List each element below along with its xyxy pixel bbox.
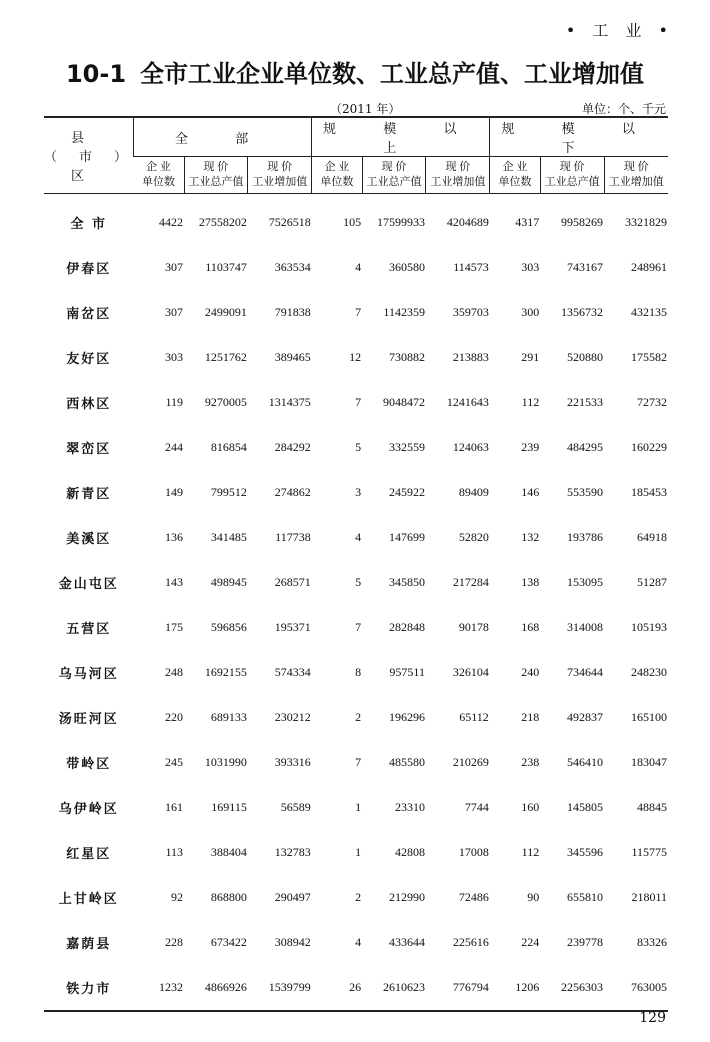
region-name: 汤旺河区 bbox=[58, 712, 119, 727]
table-cell: 146 bbox=[521, 485, 540, 499]
table-cell: 239 bbox=[521, 440, 540, 454]
table-cell: 1 bbox=[355, 800, 362, 814]
table-cell: 673422 bbox=[210, 935, 247, 949]
table-cell: 56589 bbox=[280, 800, 311, 814]
table-cell: 433644 bbox=[388, 935, 425, 949]
column-header-value-added: 现 价 工业增加值 bbox=[426, 157, 490, 194]
table-cell: 2499091 bbox=[204, 305, 247, 319]
table-cell: 210269 bbox=[452, 755, 489, 769]
table-cell: 245922 bbox=[388, 485, 425, 499]
table-row bbox=[44, 194, 668, 246]
table-row bbox=[44, 290, 668, 335]
table-title: 全市工业企业单位数、工业总产值、工业增加值 bbox=[140, 60, 645, 88]
table-cell: 175582 bbox=[631, 350, 667, 364]
table-cell: 143 bbox=[165, 575, 183, 589]
table-cell: 341485 bbox=[210, 530, 247, 544]
table-cell: 160 bbox=[521, 800, 540, 814]
table-cell: 212990 bbox=[388, 890, 425, 904]
table-cell: 1142359 bbox=[383, 305, 425, 319]
statistics-table bbox=[44, 116, 668, 1012]
table-cell: 743167 bbox=[567, 260, 604, 274]
table-cell: 389465 bbox=[274, 350, 311, 364]
region-name: 友好区 bbox=[66, 352, 112, 367]
table-cell: 124063 bbox=[452, 440, 489, 454]
table-cell: 52820 bbox=[458, 530, 489, 544]
table-cell: 2610623 bbox=[362, 965, 426, 1011]
table-cell: 492837 bbox=[567, 710, 604, 724]
table-row bbox=[44, 650, 668, 695]
table-cell: 117738 bbox=[275, 530, 311, 544]
table-body bbox=[44, 194, 668, 1012]
table-cell: 217284 bbox=[452, 575, 489, 589]
page-title bbox=[0, 54, 710, 89]
table-cell: 734644 bbox=[567, 665, 604, 679]
table-number: 10-1 bbox=[65, 60, 127, 88]
table-cell: 239778 bbox=[567, 935, 604, 949]
table-cell: 132783 bbox=[274, 845, 311, 859]
table-cell: 175 bbox=[165, 620, 183, 634]
column-header-output: 现 价 工业总产值 bbox=[362, 157, 426, 194]
table-cell: 160229 bbox=[631, 440, 667, 454]
table-cell: 248 bbox=[165, 665, 183, 679]
table-cell: 326104 bbox=[452, 665, 489, 679]
group-header-above-scale: 规 模 以 上 bbox=[312, 117, 490, 157]
table-cell: 730882 bbox=[388, 350, 425, 364]
region-name: 翠峦区 bbox=[66, 442, 112, 457]
table-cell: 553590 bbox=[567, 485, 604, 499]
table-cell: 763005 bbox=[604, 965, 668, 1011]
table-cell: 957511 bbox=[389, 665, 425, 679]
table-cell: 12 bbox=[349, 350, 362, 364]
table-cell: 114573 bbox=[453, 260, 489, 274]
region-name: 全 市 bbox=[70, 217, 108, 232]
table-row bbox=[44, 605, 668, 650]
table-cell: 307 bbox=[165, 260, 183, 274]
table-cell: 498945 bbox=[210, 575, 247, 589]
table-row bbox=[44, 695, 668, 740]
region-name: 伊春区 bbox=[66, 262, 112, 277]
table-cell: 27558202 bbox=[198, 215, 247, 229]
region-name: 南岔区 bbox=[66, 307, 112, 322]
table-cell: 776794 bbox=[426, 965, 490, 1011]
table-cell: 303 bbox=[165, 350, 183, 364]
table-cell: 268571 bbox=[274, 575, 311, 589]
table-cell: 245 bbox=[165, 755, 183, 769]
table-cell: 7 bbox=[355, 305, 362, 319]
section-tag: • 工 业 • bbox=[565, 21, 674, 40]
region-name: 五营区 bbox=[66, 622, 112, 637]
table-cell: 119 bbox=[165, 395, 183, 409]
region-name: 西林区 bbox=[66, 397, 112, 412]
table-cell: 218 bbox=[521, 710, 540, 724]
table-cell: 238 bbox=[521, 755, 540, 769]
table-cell: 9270005 bbox=[204, 395, 247, 409]
table-row bbox=[44, 830, 668, 875]
table-cell: 4 bbox=[355, 935, 362, 949]
table-cell: 9048472 bbox=[382, 395, 425, 409]
table-cell: 112 bbox=[521, 395, 540, 409]
table-cell: 147699 bbox=[388, 530, 425, 544]
table-cell: 1 bbox=[355, 845, 362, 859]
table-cell: 303 bbox=[521, 260, 540, 274]
column-header-units: 企 业 单位数 bbox=[490, 157, 540, 194]
table-cell: 228 bbox=[165, 935, 183, 949]
table-cell: 240 bbox=[521, 665, 540, 679]
table-cell: 23310 bbox=[394, 800, 425, 814]
table-cell: 7 bbox=[355, 395, 362, 409]
group-header-below-scale: 规 模 以 下 bbox=[490, 117, 668, 157]
table-cell: 4317 bbox=[515, 215, 540, 229]
table-cell: 799512 bbox=[210, 485, 247, 499]
table-cell: 360580 bbox=[388, 260, 425, 274]
table-cell: 1251762 bbox=[204, 350, 247, 364]
table-cell: 345596 bbox=[567, 845, 604, 859]
table-cell: 26 bbox=[312, 965, 362, 1011]
unit-label: 单位：个、千元 bbox=[581, 102, 666, 116]
table-cell: 65112 bbox=[459, 710, 489, 724]
table-cell: 149 bbox=[165, 485, 183, 499]
table-row bbox=[44, 560, 668, 605]
table-cell: 221533 bbox=[567, 395, 604, 409]
table-cell: 4422 bbox=[159, 215, 183, 229]
table-cell: 1103747 bbox=[205, 260, 247, 274]
table-cell: 307 bbox=[165, 305, 183, 319]
table-cell: 314008 bbox=[567, 620, 604, 634]
table-cell: 17599933 bbox=[376, 215, 425, 229]
column-header-units: 企 业 单位数 bbox=[134, 157, 184, 194]
table-cell: 484295 bbox=[567, 440, 604, 454]
table-cell: 224 bbox=[521, 935, 540, 949]
table-cell: 90178 bbox=[458, 620, 489, 634]
table-cell: 7 bbox=[355, 755, 362, 769]
table-cell: 113 bbox=[165, 845, 183, 859]
table-cell: 138 bbox=[521, 575, 540, 589]
table-cell: 332559 bbox=[388, 440, 425, 454]
table-row bbox=[44, 740, 668, 785]
table-cell: 17008 bbox=[458, 845, 489, 859]
table-cell: 388404 bbox=[210, 845, 247, 859]
region-name: 金山屯区 bbox=[58, 577, 119, 592]
column-header-value-added: 现 价 工业增加值 bbox=[248, 157, 312, 194]
table-cell: 220 bbox=[165, 710, 183, 724]
table-cell: 596856 bbox=[210, 620, 247, 634]
table-cell: 393316 bbox=[274, 755, 311, 769]
table-cell: 1314375 bbox=[268, 395, 311, 409]
table-cell: 8 bbox=[355, 665, 362, 679]
table-cell: 132 bbox=[521, 530, 540, 544]
table-cell: 7744 bbox=[464, 800, 489, 814]
table-cell: 363534 bbox=[274, 260, 311, 274]
region-name: 铁力市 bbox=[44, 965, 134, 1011]
table-cell: 284292 bbox=[274, 440, 311, 454]
table-cell: 282848 bbox=[388, 620, 425, 634]
table-cell: 485580 bbox=[388, 755, 425, 769]
table-cell: 9958269 bbox=[561, 215, 604, 229]
table-cell: 308942 bbox=[274, 935, 311, 949]
table-cell: 4866926 bbox=[184, 965, 248, 1011]
table-cell: 244 bbox=[165, 440, 183, 454]
column-header-output: 现 价 工业总产值 bbox=[540, 157, 604, 194]
table-cell: 345850 bbox=[388, 575, 425, 589]
table-cell: 274862 bbox=[274, 485, 311, 499]
table-cell: 5 bbox=[355, 575, 362, 589]
region-name: 乌伊岭区 bbox=[58, 802, 119, 817]
table-cell: 72732 bbox=[637, 395, 667, 409]
region-column-header: 县（市）区 bbox=[44, 117, 134, 194]
table-cell: 7526518 bbox=[268, 215, 311, 229]
column-header-units: 企 业 单位数 bbox=[312, 157, 362, 194]
table-cell: 7 bbox=[355, 620, 362, 634]
table-cell: 195371 bbox=[274, 620, 311, 634]
table-row bbox=[44, 965, 668, 1011]
region-name: 上甘岭区 bbox=[58, 892, 119, 907]
table-cell: 145805 bbox=[567, 800, 604, 814]
region-name: 乌马河区 bbox=[58, 667, 119, 682]
table-cell: 230212 bbox=[274, 710, 311, 724]
table-row bbox=[44, 425, 668, 470]
table-row bbox=[44, 515, 668, 560]
table-cell: 2256303 bbox=[540, 965, 604, 1011]
table-row bbox=[44, 470, 668, 515]
table-cell: 4 bbox=[355, 260, 362, 274]
table-cell: 112 bbox=[521, 845, 540, 859]
column-header-output: 现 价 工业总产值 bbox=[184, 157, 248, 194]
table-cell: 72486 bbox=[458, 890, 489, 904]
table-cell: 1692155 bbox=[204, 665, 247, 679]
table-cell: 83326 bbox=[637, 935, 667, 949]
page-number: 129 bbox=[639, 1010, 666, 1026]
region-name: 新青区 bbox=[66, 487, 112, 502]
table-cell: 574334 bbox=[274, 665, 311, 679]
table-cell: 359703 bbox=[452, 305, 489, 319]
table-cell: 90 bbox=[527, 890, 540, 904]
table-cell: 89409 bbox=[458, 485, 489, 499]
table-cell: 42808 bbox=[394, 845, 425, 859]
table-cell: 105193 bbox=[631, 620, 667, 634]
table-cell: 1031990 bbox=[204, 755, 247, 769]
region-name: 红星区 bbox=[66, 847, 112, 862]
table-cell: 225616 bbox=[452, 935, 489, 949]
table-cell: 291 bbox=[521, 350, 540, 364]
table-cell: 165100 bbox=[631, 710, 667, 724]
table-cell: 1232 bbox=[134, 965, 184, 1011]
table-cell: 92 bbox=[171, 890, 183, 904]
table-row bbox=[44, 335, 668, 380]
table-cell: 2 bbox=[355, 710, 362, 724]
table-cell: 51287 bbox=[637, 575, 667, 589]
table-cell: 183047 bbox=[631, 755, 667, 769]
table-cell: 689133 bbox=[210, 710, 247, 724]
table-cell: 1241643 bbox=[446, 395, 489, 409]
table-cell: 816854 bbox=[210, 440, 247, 454]
table-cell: 64918 bbox=[637, 530, 667, 544]
table-cell: 1356732 bbox=[561, 305, 604, 319]
region-name: 美溪区 bbox=[66, 532, 112, 547]
table-cell: 1539799 bbox=[248, 965, 312, 1011]
table-cell: 3321829 bbox=[625, 215, 667, 229]
table-cell: 115775 bbox=[631, 845, 667, 859]
table-cell: 791838 bbox=[274, 305, 311, 319]
table-row bbox=[44, 245, 668, 290]
table-cell: 248230 bbox=[631, 665, 667, 679]
table-cell: 432135 bbox=[631, 305, 667, 319]
table-row bbox=[44, 785, 668, 830]
table-cell: 136 bbox=[165, 530, 183, 544]
table-cell: 105 bbox=[343, 215, 362, 229]
table-cell: 520880 bbox=[567, 350, 604, 364]
table-cell: 655810 bbox=[567, 890, 604, 904]
table-row bbox=[44, 380, 668, 425]
table-cell: 868800 bbox=[210, 890, 247, 904]
table-cell: 48845 bbox=[637, 800, 667, 814]
table-cell: 3 bbox=[355, 485, 362, 499]
column-header-value-added: 现 价 工业增加值 bbox=[604, 157, 668, 194]
table-cell: 4204689 bbox=[446, 215, 489, 229]
table-cell: 2 bbox=[355, 890, 362, 904]
group-header-all: 全 部 bbox=[134, 117, 312, 157]
table-cell: 546410 bbox=[567, 755, 604, 769]
table-cell: 290497 bbox=[274, 890, 311, 904]
table-cell: 248961 bbox=[631, 260, 667, 274]
table-row bbox=[44, 875, 668, 920]
table-cell: 168 bbox=[521, 620, 540, 634]
table-cell: 196296 bbox=[388, 710, 425, 724]
table-row bbox=[44, 920, 668, 965]
region-name: 带岭区 bbox=[66, 757, 112, 772]
table-cell: 5 bbox=[355, 440, 362, 454]
table-cell: 4 bbox=[355, 530, 362, 544]
table-cell: 1206 bbox=[490, 965, 540, 1011]
table-cell: 300 bbox=[521, 305, 540, 319]
table-cell: 169115 bbox=[211, 800, 247, 814]
table-cell: 153095 bbox=[567, 575, 604, 589]
year-label: （2011 年） bbox=[330, 102, 401, 116]
table-cell: 193786 bbox=[567, 530, 604, 544]
table-cell: 218011 bbox=[631, 890, 667, 904]
table-cell: 213883 bbox=[452, 350, 489, 364]
table-cell: 185453 bbox=[631, 485, 667, 499]
table-cell: 161 bbox=[165, 800, 183, 814]
region-name: 嘉荫县 bbox=[66, 937, 112, 952]
